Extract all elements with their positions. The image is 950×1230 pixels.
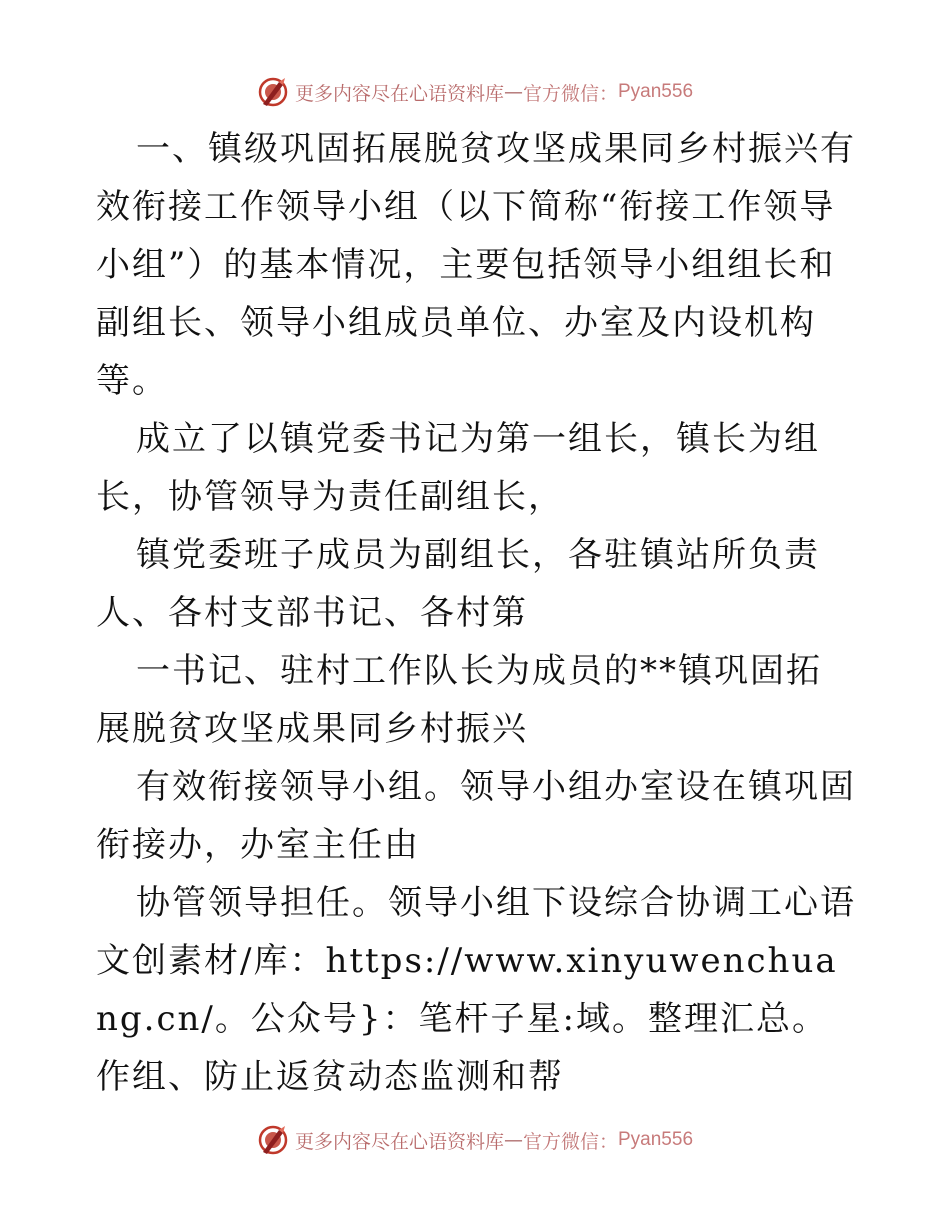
banner-wechat-id: Pyan556 (618, 1129, 694, 1150)
paragraph-2: 成立了以镇党委书记为第一组长，镇长为组长，协管领导为责任副组长， (96, 419, 820, 517)
banner-wechat-label: 官方微信： (522, 82, 618, 105)
banner-site-text: 更多内容尽在心语资料库 (294, 82, 504, 105)
quill-pen-logo-icon (257, 76, 289, 108)
header-banner (0, 72, 950, 112)
paragraph-5: 有效衔接领导小组。领导小组办室设在镇巩固衔接办，办室主任由 (96, 767, 856, 865)
paragraph-1: 一、镇级巩固拓展脱贫攻坚成果同乡村振兴有效衔接工作领导小组（以下简称“衔接工作领导小组”）的基本情况，主要包括领导小组组长和副组长、领导小组成员单位、办室及内设机构等。 (96, 129, 856, 401)
document-body (96, 120, 856, 1106)
banner-separator: — (503, 1129, 523, 1151)
paragraph-6: 协管领导担任。领导小组下设综合协调工心语文创素材/库：https://www.xinyuwenchuang.cn/。公众号}：笔杆子星:域。整理汇总。作组、防止返贫动态监测和帮 (96, 883, 856, 1097)
banner-wechat-id: Pyan556 (618, 81, 694, 102)
footer-banner (0, 1120, 950, 1160)
paragraph-3: 镇党委班子成员为副组长，各驻镇站所负责人、各村支部书记、各村第 (96, 535, 820, 633)
banner-separator: — (503, 81, 523, 103)
banner-site-text: 更多内容尽在心语资料库 (294, 1130, 504, 1153)
paragraph-4: 一书记、驻村工作队长为成员的**镇巩固拓展脱贫攻坚成果同乡村振兴 (96, 651, 822, 749)
banner-wechat-label: 官方微信： (522, 1130, 618, 1153)
quill-pen-logo-icon (257, 1124, 289, 1156)
